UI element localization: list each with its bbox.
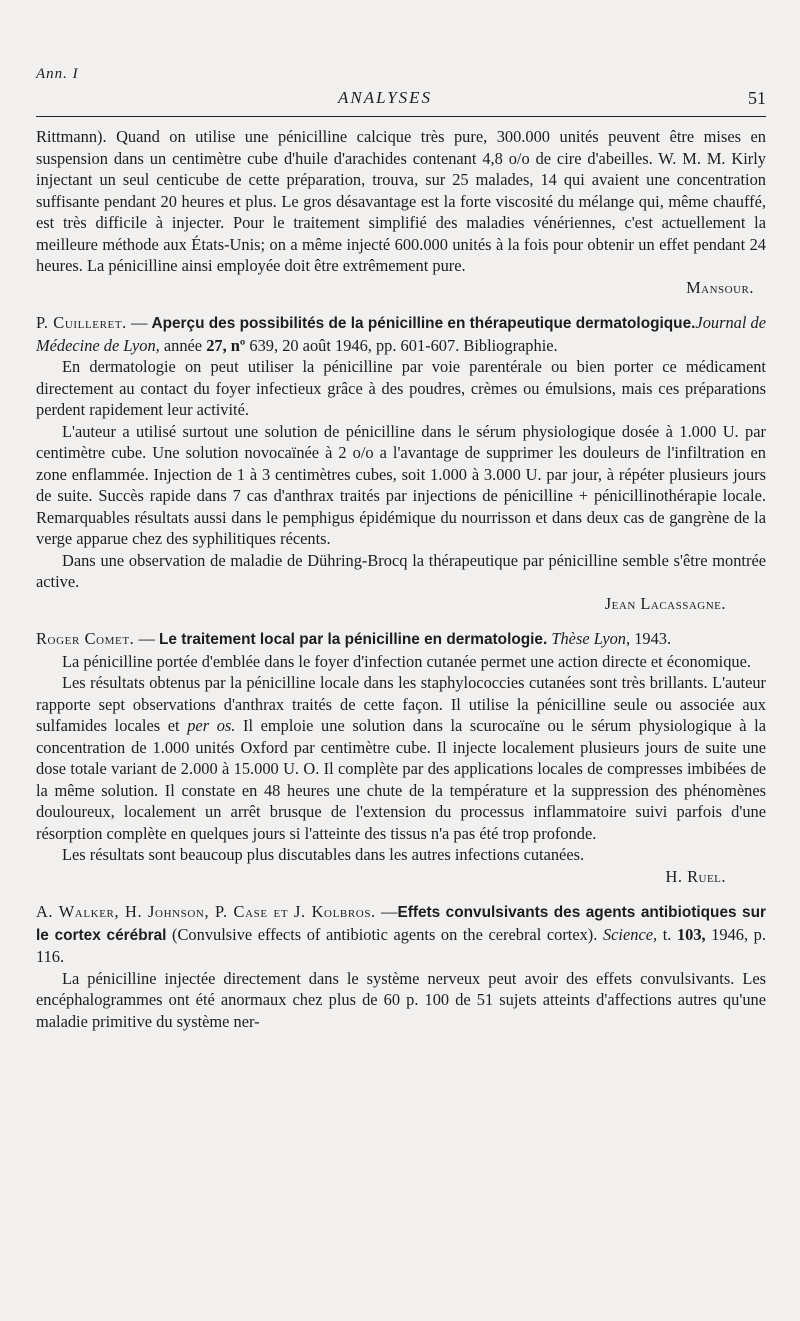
- review-citation: [36, 312, 766, 356]
- review-comet: [36, 628, 766, 887]
- review-citation: [36, 628, 766, 651]
- running-title: ANALYSES: [338, 88, 433, 107]
- citation-volume: 27, nº: [206, 335, 246, 355]
- citation-author: P. Cuilleret.: [36, 313, 127, 332]
- citation-year: 1943.: [630, 629, 672, 648]
- review-walker: [36, 901, 766, 1032]
- citation-vol-prefix: t.: [657, 924, 677, 944]
- citation-details: 639, 20 août 1946, pp. 601-607. Bibliographie.: [245, 335, 558, 355]
- header-rule: [36, 116, 766, 117]
- citation-source: Thèse Lyon,: [551, 629, 631, 648]
- review-paragraph: L'auteur a utilisé surtout une solution de pénicilline dans le sérum physiologique dosée à 1.000 U. par centimètre cube. Une solution novocaïnée à 2 o/o a l'avantage de supprimer les douleurs de l'infiltration en zone enflammée. Injection de 1 à 3 centimètres cubes, soit 1.000 à 3.000 U. par jour, à répéter plusieurs jours de suite. Succès rapide dans 7 cas d'anthrax traités par injections de pénicilline + pénicillinothérapie locale. Remarquables résultats aussi dans le pemphigus épidémique du nourrisson et dans deux cas de gangrène de la verge apparue chez des syphilitiques récents.: [36, 421, 766, 548]
- review-signature: H. Ruel.: [665, 866, 726, 886]
- paragraph-italic: per os.: [187, 716, 236, 735]
- review-signature: Jean Lacassagne.: [604, 593, 726, 613]
- article-body: [36, 126, 766, 1032]
- citation-dash: —: [126, 313, 152, 332]
- citation-year-prefix: année: [159, 335, 207, 355]
- review-paragraph: La pénicilline portée d'emblée dans le foyer d'infection cutanée permet une action directe et économique.: [62, 651, 751, 671]
- review-paragraph: Les résultats sont beaucoup plus discutables dans les autres infections cutanées.: [62, 845, 585, 864]
- paragraph-text: Il emploie une solution dans la scurocaïne ou le sérum physiologique à la concentration de 1.000 unités Oxford par centimètre cube. Il injecte localement plusieurs jours de suite une dose totale variant de 2.000 à 15.000 U. O. Il complète par des applications locales de compresses imbibées de la même solution. Il constate en 48 heures une chute de la température et la suppression des phénomènes douloureux, localement un arrêt brusque de l'extension du processus inflammatoire suivi parfois d'une résorption complète en quelques jours si l'atteinte des tissus n'a pas été trop profonde.: [36, 716, 766, 843]
- review-signature: Mansour.: [686, 277, 754, 297]
- citation-original-title: (Convulsive effects of antibiotic agents on the cerebral cortex).: [166, 924, 598, 944]
- page-number: 51: [748, 88, 766, 108]
- citation-dash: —: [375, 902, 398, 921]
- citation-source: Science,: [602, 924, 658, 944]
- citation-volume: 103,: [676, 924, 706, 944]
- paragraph-text: Les résultats obtenus par la pénicilline locale dans les staphylococcies cutanées sont très brillants. L'auteur rapporte sept observations d'anthrax traités de cette façon. Il utilise la pénicilline seule ou associée aux sulfamides locales et: [36, 673, 766, 735]
- citation-details: 1946, p. 116.: [36, 924, 766, 966]
- citation-author: Roger Comet.: [36, 629, 135, 648]
- review-cuilleret: [36, 312, 766, 614]
- running-header: [0, 84, 800, 114]
- review-citation: [36, 901, 766, 968]
- review-paragraph: Dans une observation de maladie de Dühring-Brocq la thérapeutique par pénicilline semble s'être montrée active.: [36, 550, 766, 591]
- review-paragraph: En dermatologie on peut utiliser la pénicilline par voie parentérale ou bien porter ce médicament directement au contact du foyer infectieux grâce à des poudres, crèmes ou émulsions, mais ces préparations perdent rapidement leur activité.: [36, 357, 766, 419]
- review-mansour: [36, 126, 766, 298]
- review-paragraph: [36, 672, 766, 844]
- review-paragraph: La pénicilline injectée directement dans le système nerveux peut avoir des effets convulsivants. Les encéphalogrammes ont été anormaux chez plus de 60 p. 100 de 51 sujets atteints d'affections autres qu'une maladie primitive du système ner-: [36, 968, 766, 1031]
- citation-dash: —: [134, 629, 159, 648]
- citation-authors: A. Walker, H. Johnson, P. Case et J. Kolbros.: [36, 902, 376, 921]
- citation-title: Le traitement local par la pénicilline en dermatologie.: [158, 631, 548, 648]
- citation-title: Aperçu des possibilités de la pénicilline en thérapeutique dermatologique.: [151, 315, 696, 332]
- citation-source: Journal de Médecine de Lyon,: [36, 313, 766, 355]
- review-paragraph: Rittmann). Quand on utilise une pénicilline calcique très pure, 300.000 unités peuvent être mises en suspension dans un centimètre cube d'huile d'arachides contenant 4,8 o/o de cire d'abeilles. W. M. M. Kirly injectant un seul centicube de cette préparation, trouva, sur 25 malades, 14 qui avaient une concentration suffisante pendant 20 heures et plus. Le gros désavantage est la forte viscosité du mélange qui, même chauffé, est très difficile à injecter. Pour le traitement simplifié des maladies vénériennes, c'est actuellement la meilleure méthode aux États-Unis; on a même injecté 600.000 unités à la fois pour obtenir un effet pendant 24 heures. La pénicilline ainsi employée doit être extrêmement pure.: [36, 127, 766, 275]
- citation-title: Effets convulsivants des agents antibiotiques sur le cortex cérébral: [36, 904, 766, 944]
- journal-reference: Ann. I: [36, 66, 79, 82]
